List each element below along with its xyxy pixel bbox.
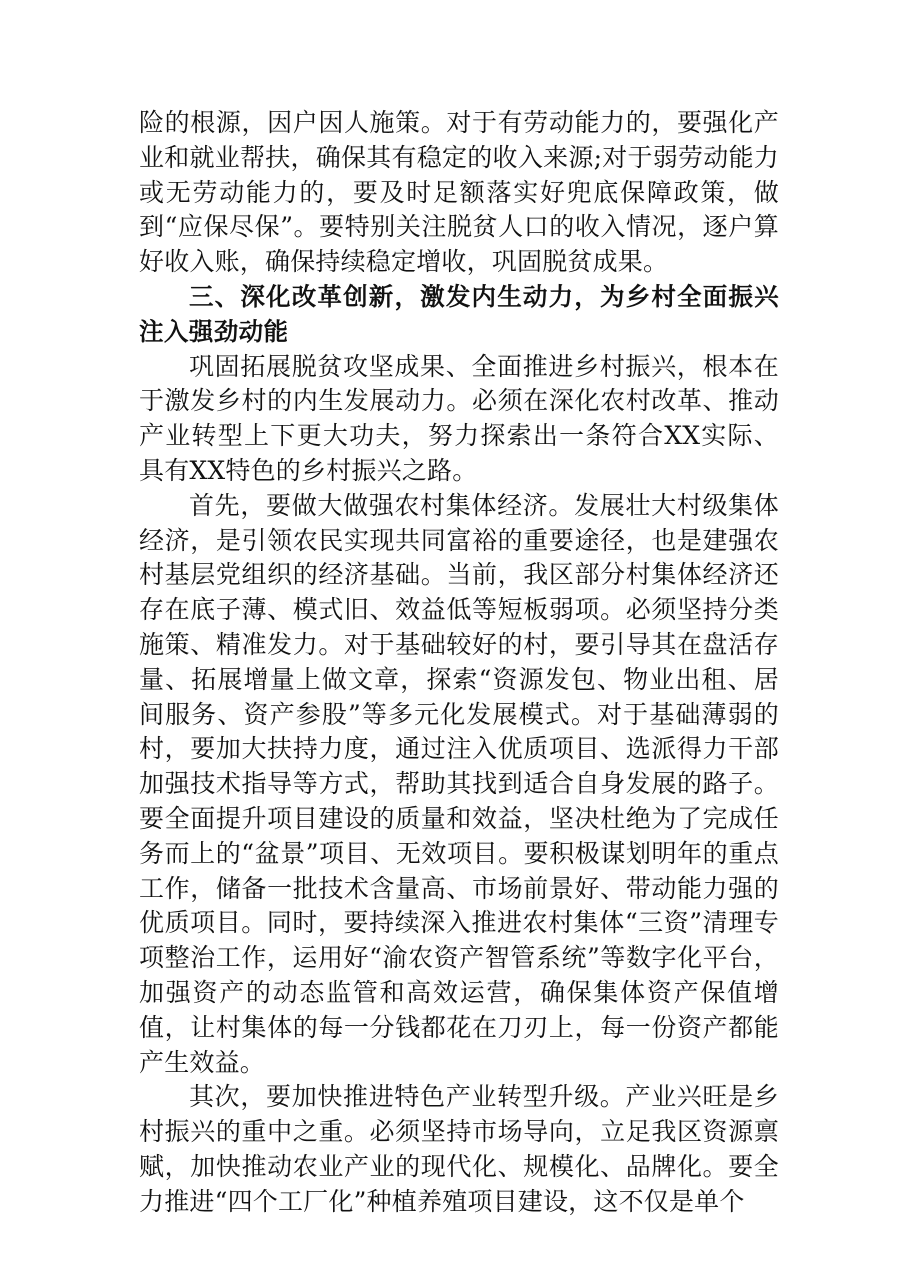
document-body: [139, 106, 779, 1220]
paragraph-collective-economy: 首先，要做大做强农村集体经济。发展壮大村级集体经济，是引领农民实现共同富裕的重要途径，也是建强农村基层党组织的经济基础。当前，我区部分村集体经济还存在底子薄、模式旧、效益低等短板弱项。必须坚持分类施策、精准发力。对于基础较好的村，要引导其在盘活存量、拓展增量上做文章，探索“资源发包、物业出租、居间服务、资产参股”等多元化发展模式。对于基础薄弱的村，要加大扶持力度，通过注入优质项目、选派得力干部加强技术指导等方式，帮助其找到适合自身发展的路子。要全面提升项目建设的质量和效益，坚决杜绝为了完成任务而上的“盆景”项目、无效项目。要积极谋划明年的重点工作，储备一批技术含量高、市场前景好、带动能力强的优质项目。同时，要持续深入推进农村集体“三资”清理专项整治工作，运用好“渝农资产智管系统”等数字化平台，加强资产的动态监管和高效运营，确保集体资产保值增值，让村集体的每一分钱都花在刀刃上，每一份资产都能产生效益。: [139, 490, 779, 1077]
paragraph-continuation: 险的根源，因户因人施策。对于有劳动能力的，要强化产业和就业帮扶，确保其有稳定的收入来源;对于弱劳动能力或无劳动能力的，要及时足额落实好兜底保障政策，做到“应保尽保”。要特别关注脱贫人口的收入情况，逐户算好收入账，确保持续稳定增收，巩固脱贫成果。: [139, 108, 779, 277]
section-heading: 三、深化改革创新，激发内生动力，为乡村全面振兴注入强劲动能: [139, 281, 779, 346]
paragraph-intro: 巩固拓展脱贫攻坚成果、全面推进乡村振兴，根本在于激发乡村的内生发展动力。必须在深化农村改革、推动产业转型上下更大功夫，努力探索出一条符合XX实际、具有XX特色的乡村振兴之路。: [139, 351, 779, 485]
paragraph-industry-upgrade: 其次，要加快推进特色产业转型升级。产业兴旺是乡村振兴的重中之重。必须坚持市场导向，立足我区资源禀赋，加快推动农业产业的现代化、规模化、品牌化。要全力推进“四个工厂化”种植养殖项目建设，这不仅是单个: [139, 1082, 779, 1216]
